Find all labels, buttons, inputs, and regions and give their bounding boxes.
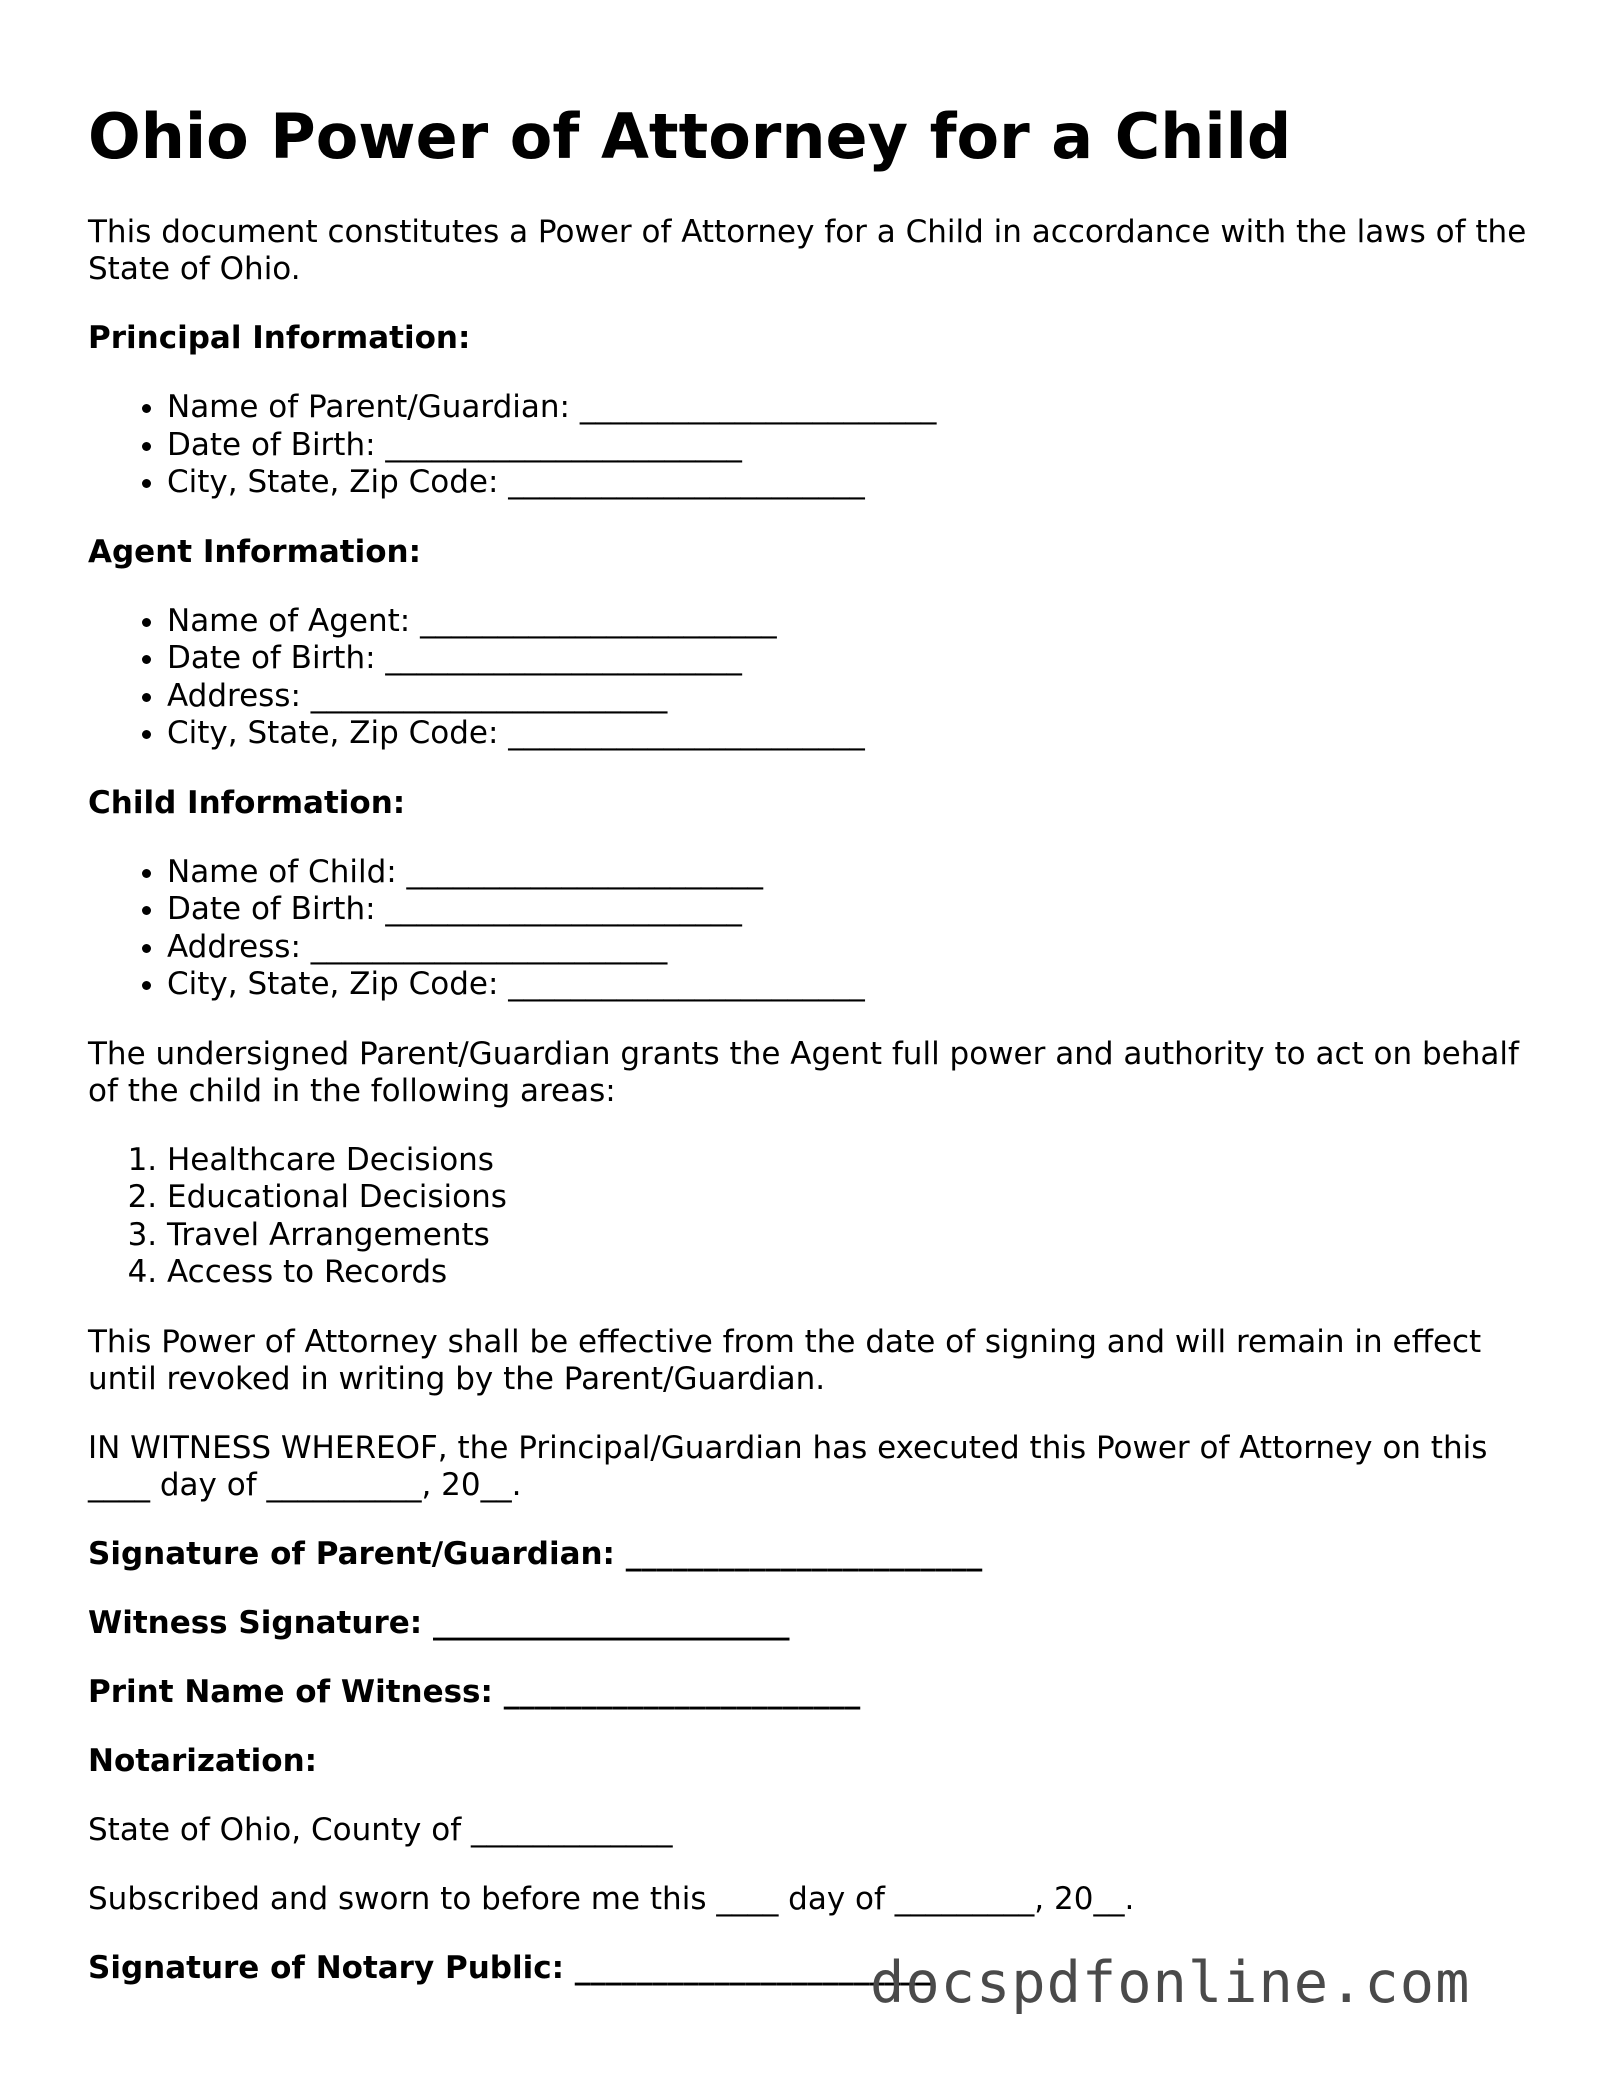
- intro-paragraph: This document constitutes a Power of Attorney for a Child in accordance with the laws of the State of Ohio.: [88, 214, 1527, 288]
- notary-signature-line: Signature of Notary Public: _______________________: [88, 1949, 932, 1986]
- child-address-field: • Address: _______________________: [167, 929, 1528, 967]
- principal-list: [88, 389, 1528, 502]
- area-item: 3. Travel Arrangements: [167, 1217, 1528, 1255]
- agent-list: [88, 603, 1528, 753]
- witness-whereof-paragraph: IN WITNESS WHEREOF, the Principal/Guardian has executed this Power of Attorney on this ____ day of __________, 20__.: [88, 1429, 1488, 1503]
- parent-signature-line: Signature of Parent/Guardian: _______________________: [88, 1535, 983, 1572]
- areas-list: [88, 1142, 1528, 1292]
- principal-heading: Principal Information:: [88, 320, 471, 357]
- child-heading: Child Information:: [88, 784, 406, 821]
- notary-county-line: State of Ohio, County of _____________: [88, 1811, 673, 1848]
- agent-address-field: • Address: _______________________: [167, 678, 1528, 716]
- notarization-heading: Notarization:: [88, 1742, 318, 1779]
- principal-city-field: • City, State, Zip Code: _______________________: [167, 464, 1528, 502]
- agent-heading: Agent Information:: [88, 533, 421, 570]
- area-item: 4. Access to Records: [167, 1254, 1528, 1292]
- agent-city-field: • City, State, Zip Code: _______________________: [167, 715, 1528, 753]
- effective-paragraph: This Power of Attorney shall be effective from the date of signing and will remain in effect until revoked in writing by the Parent/Guardian.: [88, 1323, 1482, 1397]
- area-item: 2. Educational Decisions: [167, 1179, 1528, 1217]
- document-title: Ohio Power of Attorney for a Child: [88, 100, 1292, 173]
- child-city-field: • City, State, Zip Code: _______________________: [167, 966, 1528, 1004]
- document-page: [88, 100, 1528, 2019]
- agent-name-field: • Name of Agent: _______________________: [167, 603, 1528, 641]
- principal-dob-field: • Date of Birth: _______________________: [167, 427, 1528, 465]
- child-dob-field: • Date of Birth: _______________________: [167, 891, 1528, 929]
- area-item: 1. Healthcare Decisions: [167, 1142, 1528, 1180]
- grant-paragraph: The undersigned Parent/Guardian grants the Agent full power and authority to act on behalf of the child in the following areas:: [88, 1035, 1519, 1109]
- child-list: [88, 854, 1528, 1004]
- witness-print-name-line: Print Name of Witness: _______________________: [88, 1673, 861, 1710]
- witness-signature-line: Witness Signature: _______________________: [88, 1604, 790, 1641]
- principal-parent-name-field: • Name of Parent/Guardian: _______________________: [167, 389, 1528, 427]
- child-name-field: • Name of Child: _______________________: [167, 854, 1528, 892]
- agent-dob-field: • Date of Birth: _______________________: [167, 640, 1528, 678]
- notary-sworn-line: Subscribed and sworn to before me this ____ day of _________, 20__.: [88, 1880, 1135, 1917]
- watermark: docspdfonline.com: [870, 1950, 1471, 2016]
